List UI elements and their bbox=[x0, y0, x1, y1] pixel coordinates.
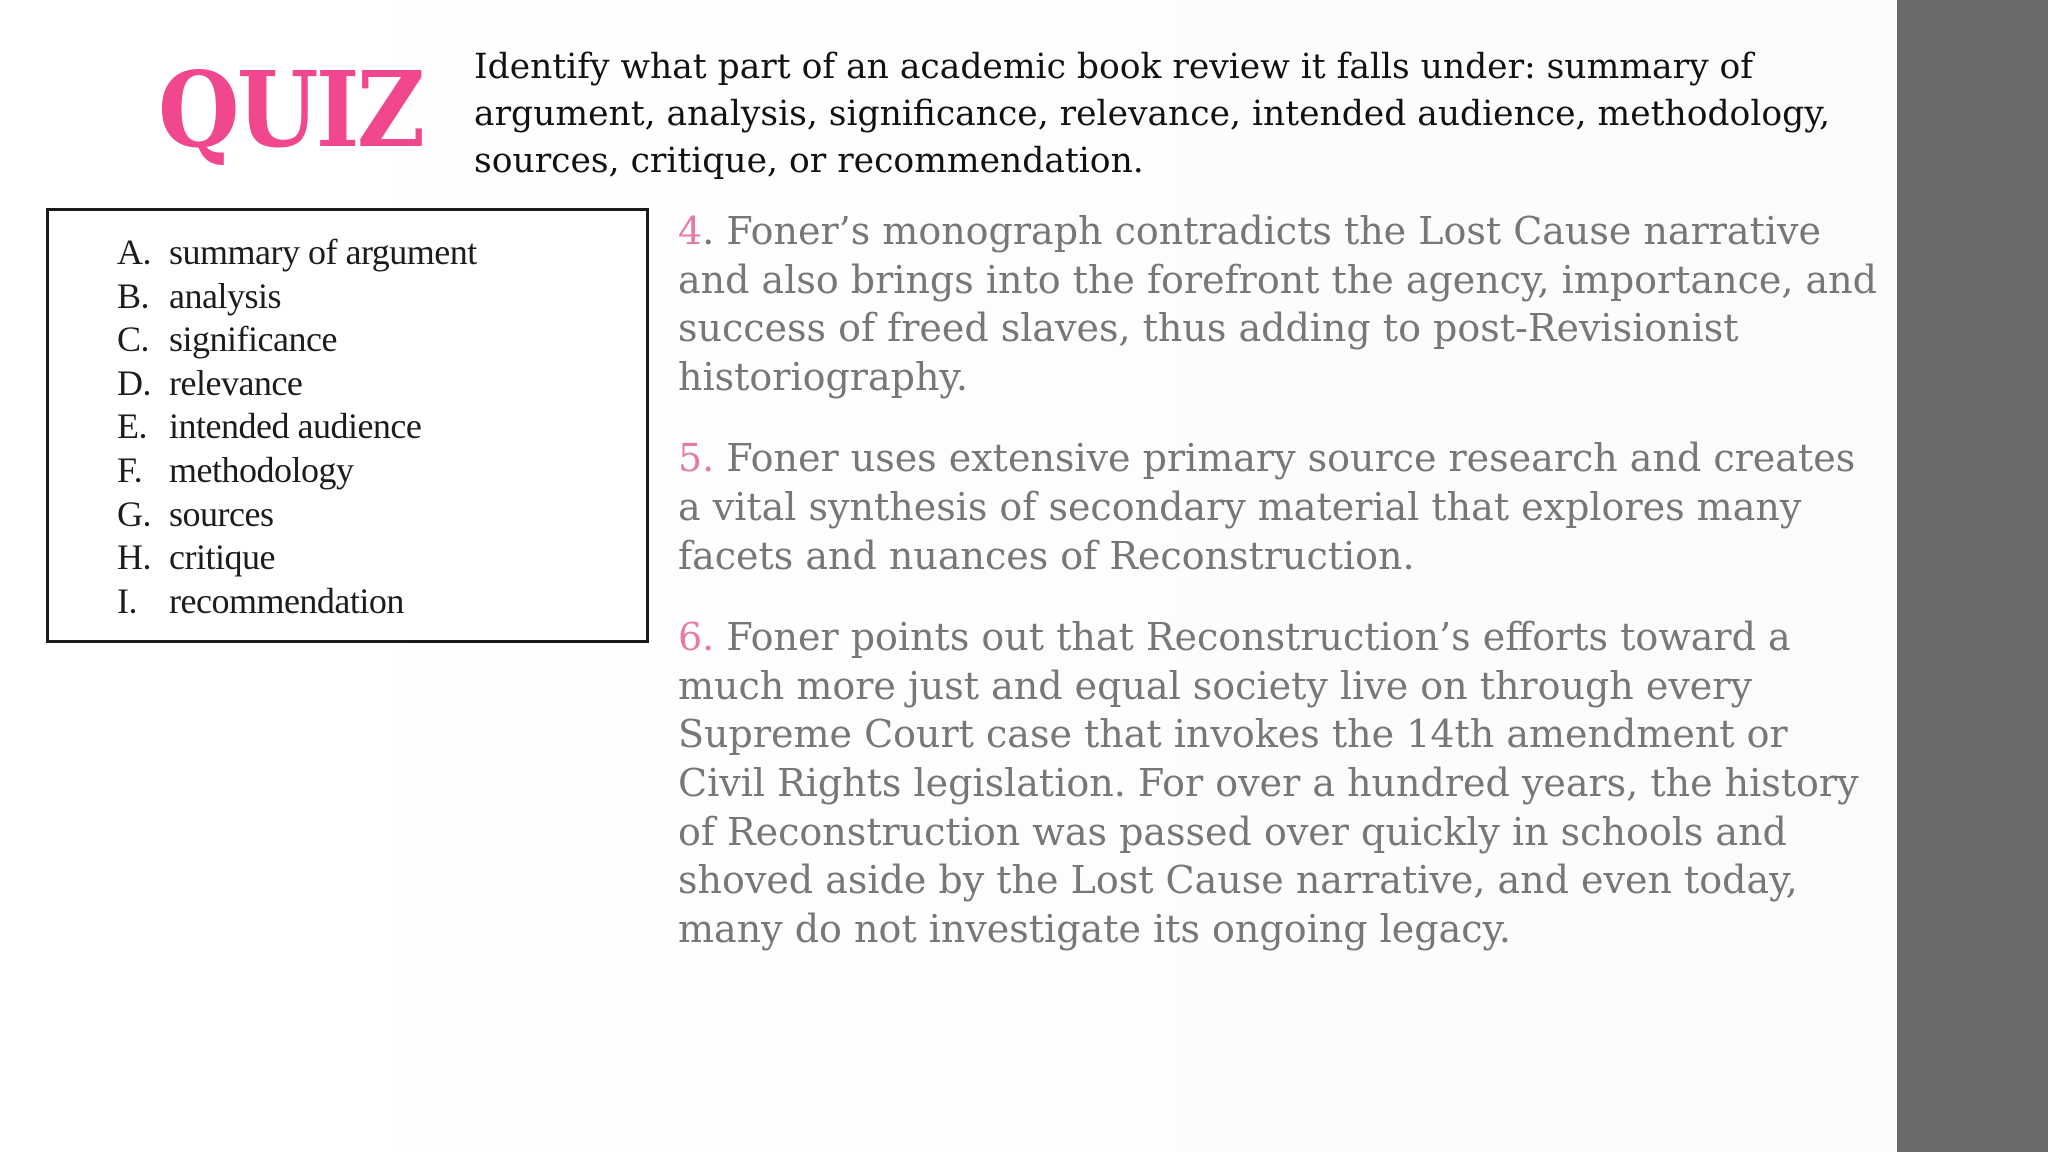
questions-list bbox=[678, 207, 1878, 986]
question-text: Foner points out that Reconstruction’s efforts toward a much more just and equal society live on through every Supreme Court case that invokes the 14th amendment or Civil Rights legislation. For over a hundred years, the history of Reconstruction was passed over quickly in schools and shoved aside by the Lost Cause narrative, and even today, many do not investigate its ongoing legacy. bbox=[678, 615, 1859, 951]
quiz-title: QUIZ bbox=[158, 48, 423, 171]
option-item bbox=[117, 493, 477, 537]
option-label: recommendation bbox=[169, 580, 404, 621]
option-label: analysis bbox=[169, 275, 281, 316]
option-label: sources bbox=[169, 493, 274, 534]
option-letter: D. bbox=[117, 362, 151, 403]
question-text: Foner uses extensive primary source research and creates a vital synthesis of secondary material that explores many facets and nuances of Reconstruction. bbox=[678, 436, 1856, 578]
option-item bbox=[117, 405, 477, 449]
question-text: . Foner’s monograph contradicts the Lost Cause narrative and also brings into the forefront the agency, importance, and success of freed slaves, thus adding to post-Revisionist historiography. bbox=[678, 209, 1877, 399]
option-label: relevance bbox=[169, 362, 303, 403]
option-item bbox=[117, 275, 477, 319]
option-letter: C. bbox=[117, 319, 150, 360]
option-letter: I. bbox=[117, 580, 137, 621]
option-item bbox=[117, 580, 477, 624]
option-letter: B. bbox=[117, 275, 150, 316]
option-item bbox=[117, 362, 477, 406]
answer-options-list bbox=[117, 231, 477, 623]
option-item bbox=[117, 318, 477, 362]
option-letter: E. bbox=[117, 406, 147, 447]
option-label: significance bbox=[169, 319, 337, 360]
option-item bbox=[117, 231, 477, 275]
option-item bbox=[117, 449, 477, 493]
quiz-instructions: Identify what part of an academic book review it falls under: summary of argument, analysis, significance, relevance, intended audience, methodology, sources, critique, or recommendation. bbox=[474, 47, 1831, 181]
option-letter: G. bbox=[117, 493, 151, 534]
option-label: critique bbox=[169, 537, 275, 578]
option-item bbox=[117, 536, 477, 580]
option-letter: H. bbox=[117, 537, 151, 578]
question-number: 6. bbox=[678, 615, 715, 660]
option-label: summary of argument bbox=[169, 232, 477, 272]
question-number: 5. bbox=[678, 436, 715, 481]
option-letter: F. bbox=[117, 449, 143, 490]
answer-options-box bbox=[46, 208, 649, 643]
right-accent-bar bbox=[1897, 0, 2048, 1152]
question-item bbox=[678, 613, 1878, 953]
question-item bbox=[678, 207, 1878, 401]
option-label: methodology bbox=[169, 449, 354, 490]
option-label: intended audience bbox=[169, 406, 422, 447]
option-letter: A. bbox=[117, 232, 151, 272]
question-item bbox=[678, 434, 1878, 580]
question-number: 4 bbox=[678, 209, 703, 253]
